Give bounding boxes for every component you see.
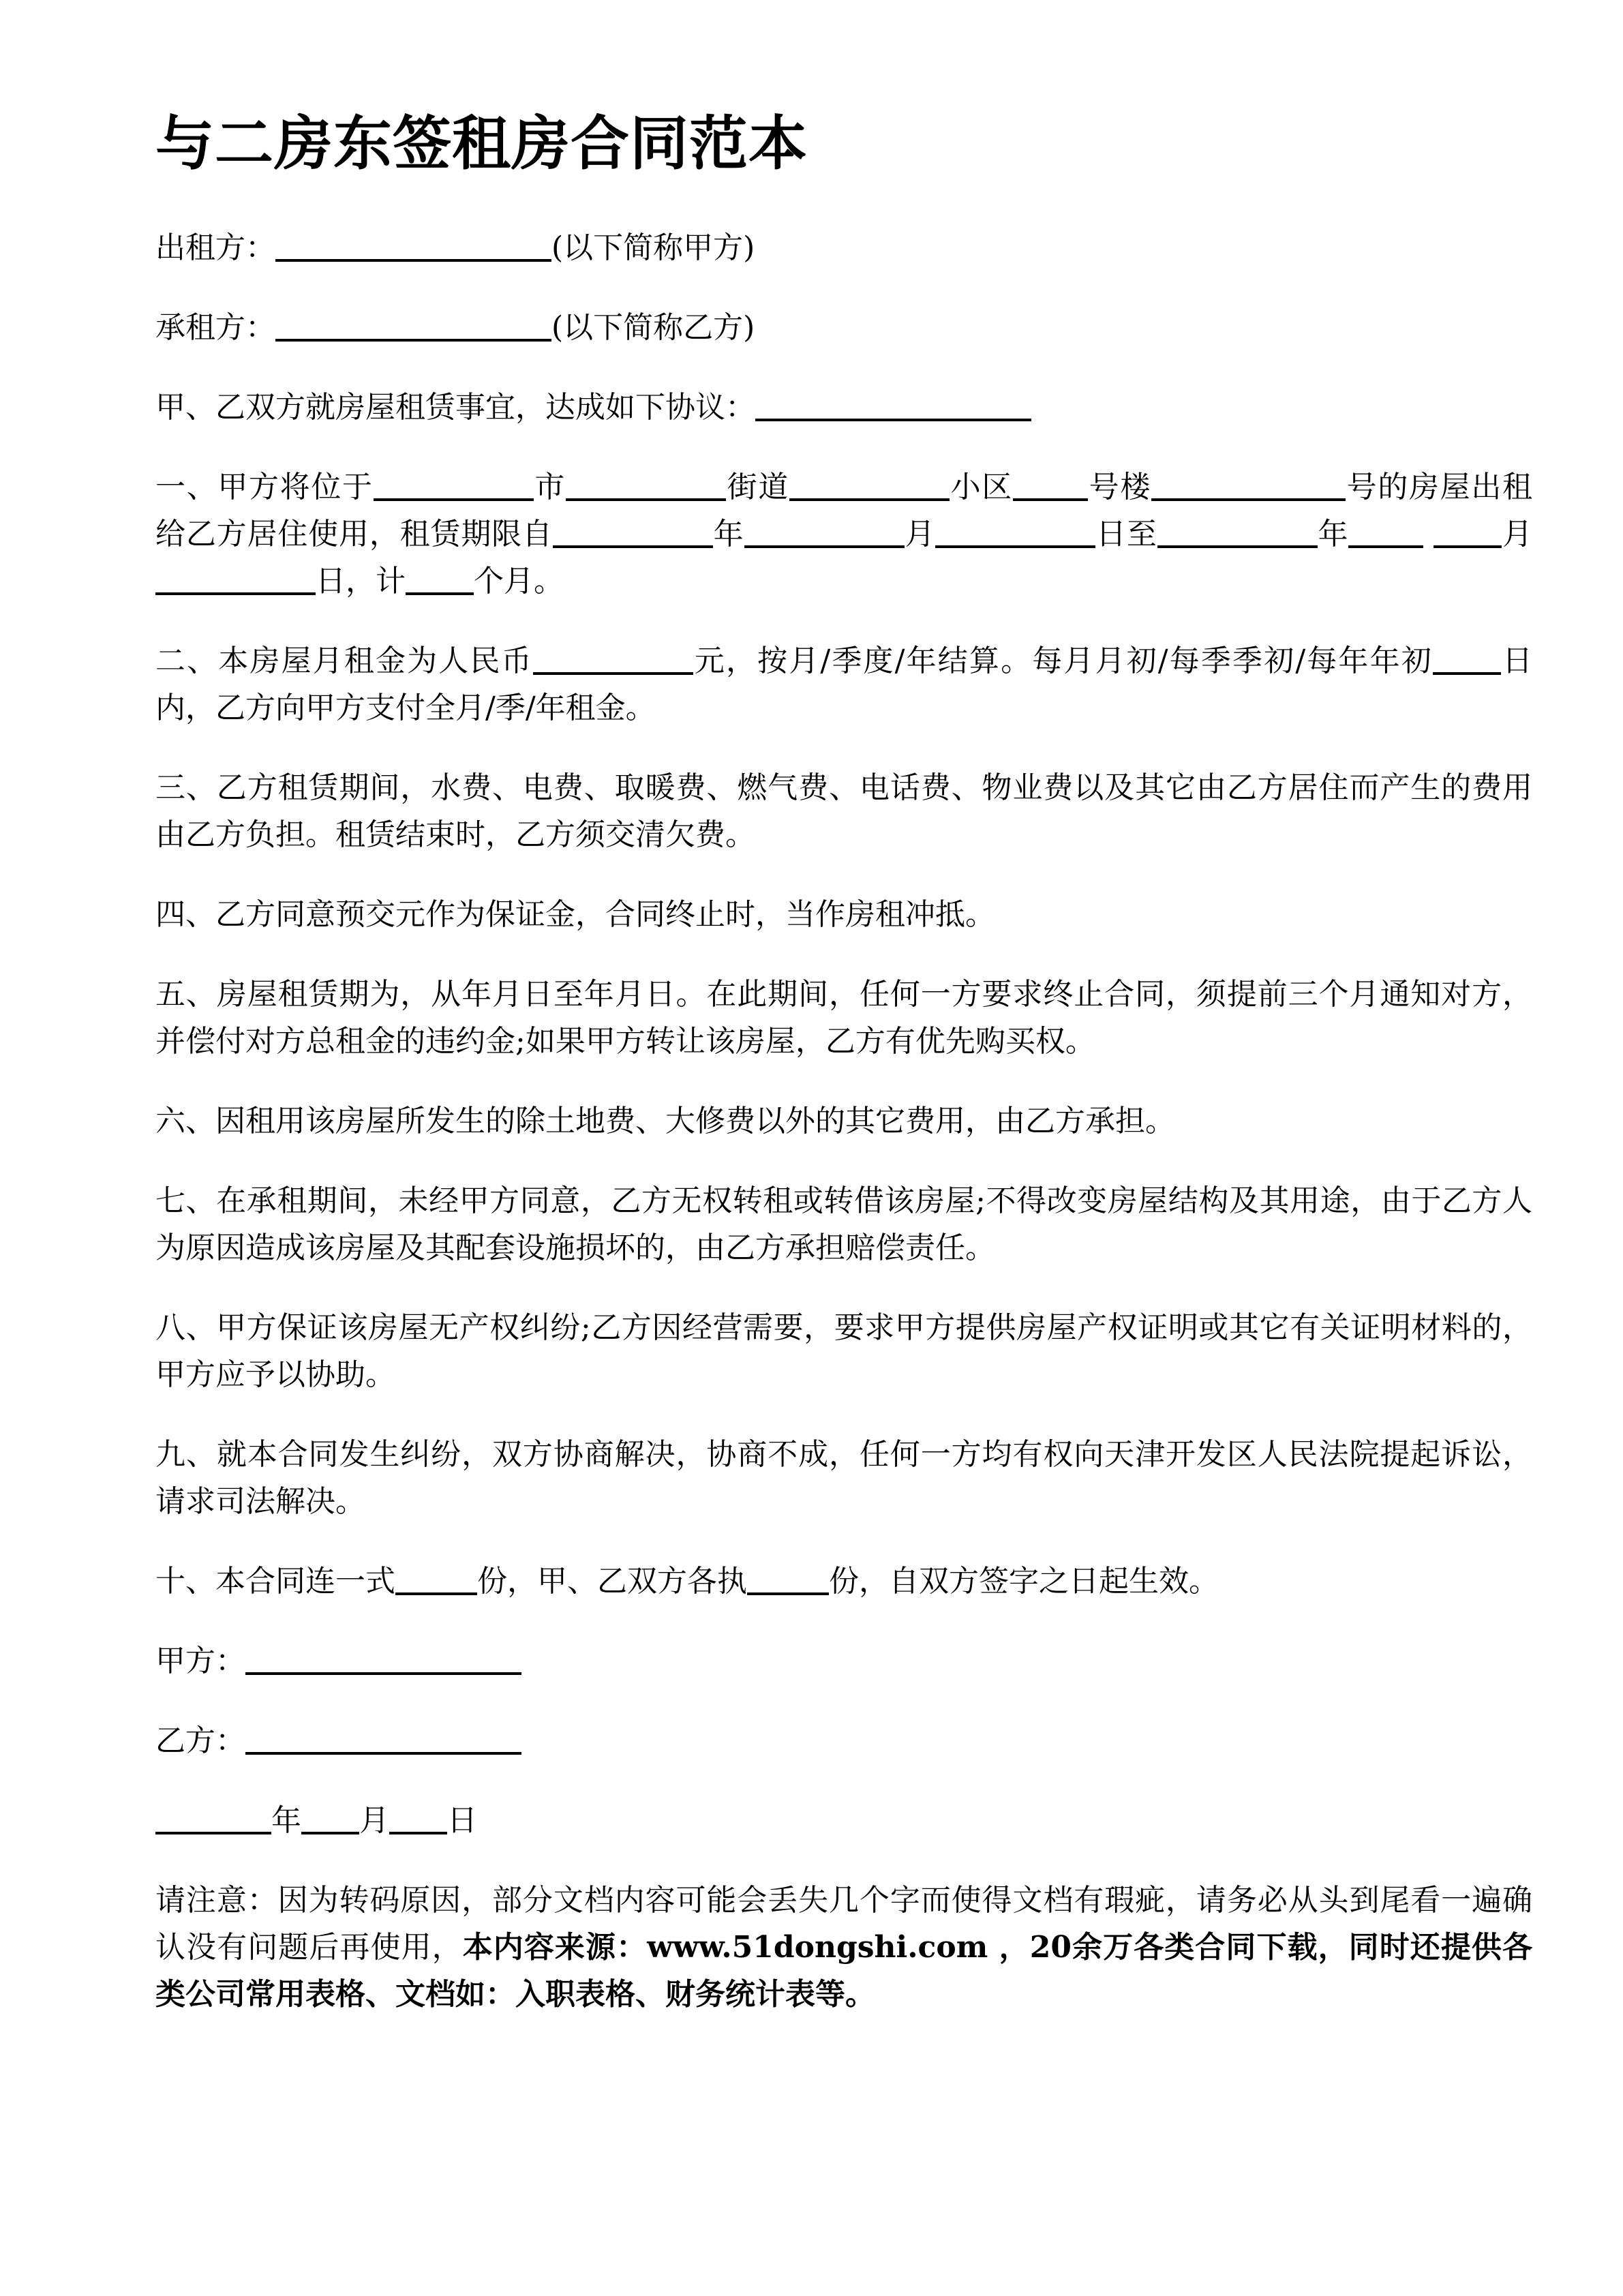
sign-year-label: 年 (271, 1803, 301, 1839)
clause-6: 六、因租用该房屋所发生的除土地费、大修费以外的其它费用，由乙方承担。 (155, 1104, 1175, 1139)
start-month-blank (744, 511, 905, 548)
clause-2-text: 元，按月/季度/年结算。每月月初/每季季初/每年年初 (693, 644, 1433, 679)
signature-party-b (155, 1717, 1532, 1764)
room-number-blank (1151, 464, 1346, 501)
conversion-notice (155, 1877, 1532, 2018)
clause-1-text: 日至 (1095, 517, 1157, 552)
clause-1-text: 个月。 (474, 564, 564, 599)
clause-2-text: 二、本房屋月租金为人民币 (155, 644, 533, 679)
lessee-name-blank (275, 305, 551, 342)
agreement-intro-text: 甲、乙双方就房屋租赁事宜，达成如下协议： (155, 390, 755, 425)
clause-10-text: 十、本合同连一式 (155, 1564, 395, 1599)
notice-source-text: 本内容来源：www.51dongshi.com ，20余万各类合同下载，同时还提供各类公司常用表格、文档如：入职表格、财务统计表等。 (155, 1930, 1533, 2012)
signature-party-a (155, 1637, 1532, 1685)
clause-2-text: 日内，乙方向甲方支付全月/季/年租金。 (155, 644, 1533, 726)
city-blank (374, 464, 534, 501)
months-count-blank (406, 558, 474, 595)
sign-day-label: 日 (447, 1803, 477, 1839)
party-b-signature-blank (245, 1718, 521, 1755)
clause-7: 七、在承租期间，未经甲方同意，乙方无权转租或转借该房屋;不得改变房屋结构及其用途，由于乙方人为原因造成该房屋及其配套设施损坏的，由乙方承担赔偿责任。 (155, 1183, 1532, 1266)
start-day-blank (935, 511, 1095, 548)
clause-1-text: 年 (712, 517, 744, 552)
clause-9: 九、就本合同发生纠纷，双方协商解决，协商不成，任何一方均有权向天津开发区人民法院提起诉讼，请求司法解决。 (155, 1437, 1532, 1520)
community-blank (789, 464, 950, 501)
rent-amount-blank (533, 638, 693, 675)
agreement-blank (755, 384, 1031, 421)
end-month-blank-a (1348, 511, 1423, 548)
clause-1-text: 月 (904, 517, 936, 552)
agreement-intro (155, 384, 1532, 431)
clause-8: 八、甲方保证该房屋无产权纠纷;乙方因经营需要，要求甲方提供房屋产权证明或其它有关证明材料的，甲方应予以协助。 (155, 1310, 1532, 1393)
sign-month-label: 月 (359, 1803, 389, 1839)
lessee-suffix: (以下简称乙方) (551, 310, 755, 346)
clause-1-text: 月 (1502, 517, 1533, 552)
clause-1-text: 日，计 (316, 564, 406, 599)
clause-1-text: 市 (533, 470, 566, 505)
sign-year-blank (155, 1798, 271, 1834)
clause-5: 五、房屋租赁期为，从年月日至年月日。在此期间，任何一方要求终止合同，须提前三个月通知对方，并偿付对方总租金的违约金;如果甲方转让该房屋，乙方有优先购买权。 (155, 977, 1532, 1059)
signature-date (155, 1797, 1532, 1844)
clause-10 (155, 1558, 1532, 1605)
clause-1-text: 号楼 (1088, 470, 1152, 505)
notice-text: 请注意：因为转码原因，部分文档内容可能会丢失几个字而使得文档有瑕疵，请务必从头到尾看一遍确认没有问题后再使用， (155, 1883, 1532, 1965)
copies-total-blank (395, 1558, 477, 1595)
lessor-label: 出租方： (155, 230, 275, 266)
clause-1-text: 街道 (726, 470, 790, 505)
clause-4: 四、乙方同意预交元作为保证金，合同终止时，当作房租冲抵。 (155, 897, 995, 933)
clause-1-text: 号的房屋出租给乙方居住使用，租赁期限自 (155, 470, 1533, 552)
clause-10-text: 份，甲、乙双方各执 (477, 1564, 747, 1599)
sign-month-blank (301, 1798, 359, 1834)
lessee-line (155, 304, 1532, 351)
clause-2 (155, 637, 1532, 731)
clause-3: 三、乙方租赁期间，水费、电费、取暖费、燃气费、电话费、物业费以及其它由乙方居住而产生的费用由乙方负担。租赁结束时，乙方须交清欠费。 (155, 770, 1532, 853)
sign-day-blank (389, 1798, 447, 1834)
copies-each-blank (747, 1558, 829, 1595)
building-blank (1013, 464, 1088, 501)
payment-days-blank (1433, 638, 1501, 675)
lessor-suffix: (以下简称甲方) (551, 230, 755, 266)
end-day-blank (155, 558, 316, 595)
clause-10-text: 份，自双方签字之日起生效。 (829, 1564, 1219, 1599)
clause-1 (155, 464, 1532, 605)
party-a-signature-blank (245, 1638, 521, 1675)
street-blank (566, 464, 726, 501)
party-b-label: 乙方： (155, 1723, 245, 1759)
clause-1-text: 小区 (950, 470, 1014, 505)
end-month-blank-b (1434, 511, 1502, 548)
start-year-blank (553, 511, 713, 548)
party-a-label: 甲方： (155, 1644, 245, 1679)
lessee-label: 承租方： (155, 310, 275, 346)
lessor-name-blank (275, 225, 551, 262)
clause-1-text: 年 (1317, 517, 1349, 552)
document-title: 与二房东签租房合同范本 (155, 110, 808, 178)
end-year-blank (1157, 511, 1318, 548)
lessor-line (155, 224, 1532, 271)
document-page (155, 109, 1532, 2051)
clause-1-text: 一、甲方将位于 (155, 470, 374, 505)
